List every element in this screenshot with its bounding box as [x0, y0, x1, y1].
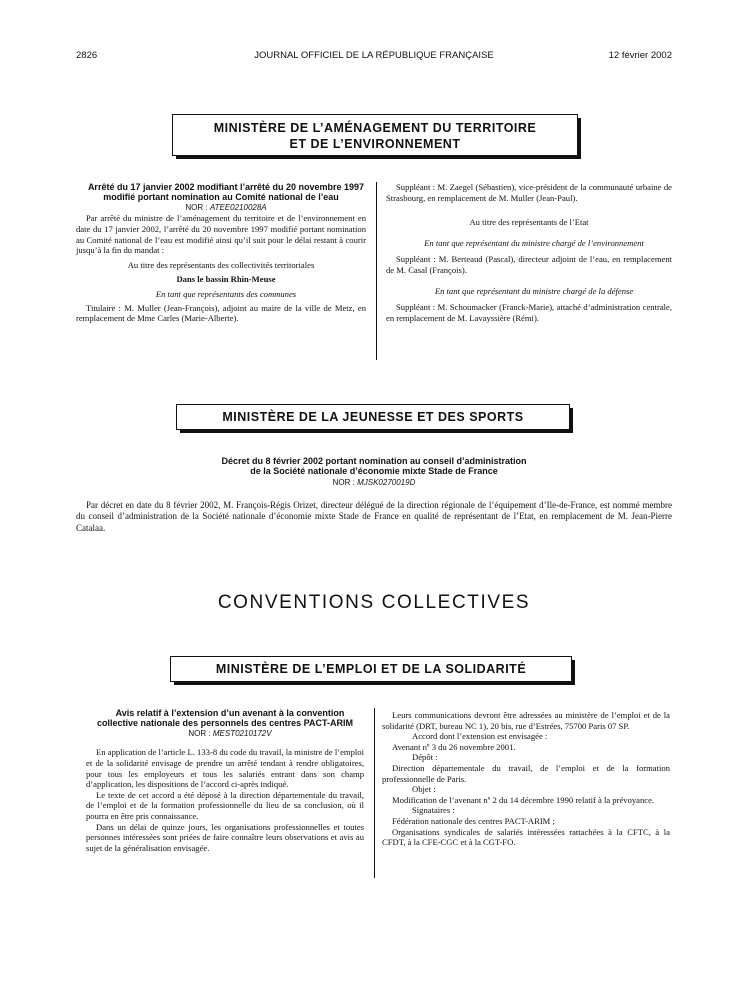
subheading-italic: En tant que représentants des communes — [155, 288, 297, 299]
depot-label: Dépôt : — [412, 752, 438, 763]
decree-block — [76, 456, 672, 491]
conventions-collectives-heading: CONVENTIONS COLLECTIVES — [217, 592, 531, 613]
avis-title: Avis relatif à l’extension d’un avenant à la convention collective nationale des personnels des centres PACT-ARIM — [97, 708, 353, 729]
section1-left-column — [76, 182, 366, 324]
paragraph: Leurs communications devront être adressées au ministère de l’emploi et de la solidarité (DRT, bureau NC 1), 20 bis, rue d’Estrées, 75700 Paris 07 SP. — [382, 710, 670, 731]
ministry-box-amenagement — [172, 114, 578, 156]
decree-paragraph-block — [76, 500, 672, 534]
signataire-item: Fédération nationale des centres PACT-ARIM ; — [392, 815, 555, 826]
section3-right-column — [382, 710, 670, 848]
signataires-label: Signataires : — [412, 805, 455, 816]
ministry-box-emploi — [170, 656, 572, 682]
column-divider — [376, 182, 377, 360]
paragraph: Par arrêté du ministre de l’aménagement du territoire et de l’environnement en date du 17 janvier 2002, l’arrêté du 20 novembre 1997 modifié portant nomination au Comité national de l’eau est modifié ainsi qu’il suit pour le délai restant à courir jusqu’à la fin du mandat : — [76, 213, 366, 256]
nor-label: NOR : — [185, 202, 208, 212]
paragraph: Le texte de cet accord a été déposé à la direction départementale du travail, de l’emploi et de la formation professionnelle du lieu de sa conclusion, où il pourra en être pris connaissance. — [86, 789, 364, 821]
subheading: Au titre des représentants de l’Etat — [469, 217, 589, 228]
paragraph: Par décret en date du 8 février 2002, M. François-Régis Orizet, directeur délégué de la direction régionale de l’équipement d’Ile-de-France, est nommé membre du conseil d’administration de la Société nationale d’économie mixte Stade de France en qualité de représentant de l’Etat, en remplacement de M. Jean-Pierre Catalaa. — [76, 500, 672, 533]
nor-code: MJSK0270019D — [357, 477, 416, 487]
issue-date: 12 février 2002 — [608, 50, 672, 61]
nor-label: NOR : — [188, 728, 211, 738]
paragraph: Titulaire : M. Muller (Jean-François), adjoint au maire de la ville de Metz, en remplacement de Mme Carles (Marie-Alberte). — [76, 302, 366, 324]
objet-value: Modification de l’avenant nº 2 du 14 décembre 1990 relatif à la prévoyance. — [392, 794, 655, 805]
subheading: Au titre des représentants des collectivités territoriales — [127, 259, 315, 270]
section3-left-column — [86, 708, 364, 853]
paragraph: Suppléant : M. Schoumacker (Franck-Marie), attaché d’administration centrale, en remplacement de M. Lavayssière (Rémi). — [386, 302, 672, 323]
nor-reference — [76, 203, 366, 214]
page-number: 2826 — [76, 50, 98, 61]
nor-reference — [76, 478, 672, 487]
decree-title: Arrêté du 17 janvier 2002 modifiant l’arrêté du 20 novembre 1997 modifié portant nomination au Comité national de l’eau — [87, 182, 365, 203]
paragraph: Dans un délai de quinze jours, les organisations professionnelles et toutes personnes intéressées sont priées de faire connaître leurs observations et avis au sujet de la généralisation envisagée. — [86, 821, 364, 853]
depot-value: Direction départementale du travail, de l’emploi et de la formation professionnelle de Paris. — [382, 762, 670, 784]
paragraph: En application de l’article L. 133-8 du code du travail, la ministre de l’emploi et de la solidarité envisage de prendre un arrêté tendant à rendre obligatoires, pour tous les employeurs et tous les salariés entrant dans son champ d’application, les dispositions de l’accord ci-après indiqué. — [86, 747, 364, 790]
accord-value: Avenant nº 3 du 26 novembre 2001. — [392, 741, 516, 752]
decree-title-line1: Décret du 8 février 2002 portant nomination au conseil d’administration — [221, 456, 527, 466]
signataire-item: Organisations syndicales de salariés intéressées rattachées à la CFTC, à la CFDT, à la CFE-CGC et à la CGT-FO. — [382, 826, 670, 848]
objet-label: Objet : — [412, 784, 436, 795]
running-header — [76, 50, 672, 64]
paragraph: Suppléant : M. Berteaud (Pascal), directeur adjoint de l’eau, en remplacement de M. Casal (François). — [386, 254, 672, 275]
section1-right-column — [386, 182, 672, 323]
subheading-bold: Dans le bassin Rhin-Meuse — [176, 274, 276, 285]
subheading-italic: En tant que représentant du ministre chargé de l’environnement — [424, 237, 644, 248]
column-divider — [374, 708, 375, 878]
nor-reference — [86, 729, 364, 740]
ministry-box-jeunesse — [176, 404, 570, 430]
nor-code: ATEE0210028A — [209, 202, 267, 212]
journal-title: JOURNAL OFFICIEL DE LA RÉPUBLIQUE FRANÇAISE — [254, 50, 494, 61]
ministry-title-line1: MINISTÈRE DE L’AMÉNAGEMENT DU TERRITOIRE — [213, 121, 537, 135]
paragraph: Suppléant : M. Zaegel (Sébastien), vice-président de la communauté urbaine de Strasbourg, en remplacement de M. Muller (Jean-Paul). — [386, 182, 672, 203]
nor-label: NOR : — [332, 477, 355, 487]
ministry-title-line2: ET DE L’ENVIRONNEMENT — [289, 137, 461, 151]
nor-code: MEST0210172V — [212, 728, 272, 738]
ministry-title: MINISTÈRE DE LA JEUNESSE ET DES SPORTS — [222, 410, 524, 424]
accord-label: Accord dont l’extension est envisagée : — [412, 731, 548, 742]
ministry-title: MINISTÈRE DE L’EMPLOI ET DE LA SOLIDARITÉ — [215, 662, 527, 676]
decree-title-line2: de la Société nationale d’économie mixte Stade de France — [250, 466, 498, 477]
subheading-italic: En tant que représentant du ministre chargé de la défense — [434, 285, 634, 296]
